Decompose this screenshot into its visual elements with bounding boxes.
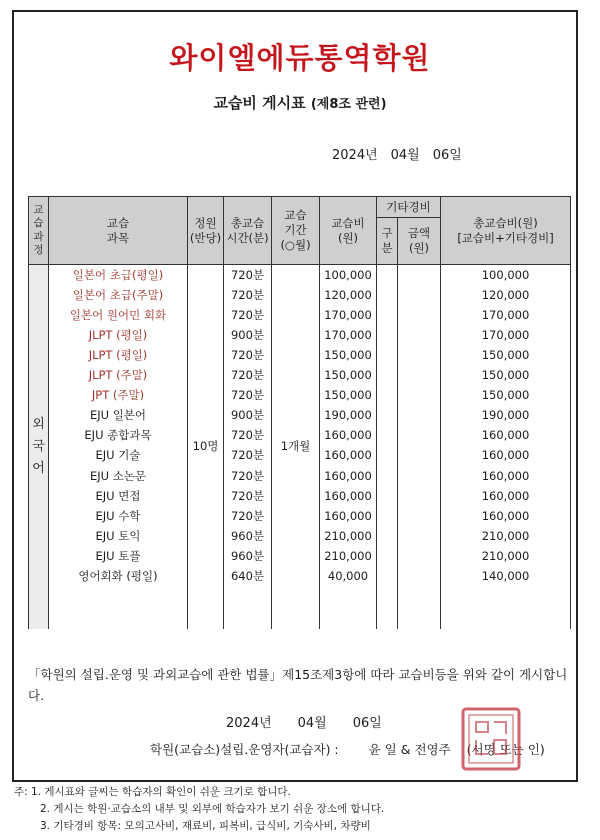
amount-cell bbox=[398, 406, 441, 426]
fee-cell: 170,000 bbox=[320, 325, 377, 345]
category-cell bbox=[377, 325, 398, 345]
total-fee-cell: 150,000 bbox=[441, 365, 571, 385]
amount-cell bbox=[398, 365, 441, 385]
total-fee-cell: 120,000 bbox=[441, 285, 571, 305]
amount-cell bbox=[398, 486, 441, 506]
header-total-fee: 총교습비(원) [교습비+기타경비] bbox=[441, 197, 571, 265]
subject-cell: 일본어 초급(주말) bbox=[49, 285, 188, 305]
fee-cell: 160,000 bbox=[320, 486, 377, 506]
category-cell bbox=[377, 486, 398, 506]
footnote-3: 3. 기타경비 항목: 모의고사비, 재료비, 피복비, 급식비, 기숙사비, 차량비 bbox=[40, 820, 371, 832]
total-fee-cell: 150,000 bbox=[441, 386, 571, 406]
subject-cell: 일본어 초급(평일) bbox=[49, 265, 188, 286]
category-cell bbox=[377, 466, 398, 486]
footnote-1: 주: 1. 게시표와 글씨는 학습자의 확인이 쉬운 크기로 합니다. bbox=[14, 786, 291, 798]
amount-cell bbox=[398, 265, 441, 286]
fee-cell: 210,000 bbox=[320, 526, 377, 546]
empty-hours-cell bbox=[224, 587, 272, 629]
hours-cell: 720분 bbox=[224, 486, 272, 506]
header-amount: 금액 (원) bbox=[398, 218, 441, 265]
total-fee-cell: 170,000 bbox=[441, 325, 571, 345]
amount-cell bbox=[398, 466, 441, 486]
table-row bbox=[29, 265, 571, 286]
fee-cell: 170,000 bbox=[320, 305, 377, 325]
category-cell bbox=[377, 506, 398, 526]
subject-cell: EJU 수학 bbox=[49, 506, 188, 526]
footnote-2: 2. 게시는 학원·교습소의 내부 및 외부에 학습자가 보기 쉬운 장소에 합니다. bbox=[40, 803, 385, 815]
fee-cell: 150,000 bbox=[320, 365, 377, 385]
course-name: 외 국 어 bbox=[29, 265, 49, 629]
hours-cell: 720분 bbox=[224, 265, 272, 286]
total-fee-cell: 160,000 bbox=[441, 466, 571, 486]
total-fee-cell: 210,000 bbox=[441, 546, 571, 566]
empty-subject-cell bbox=[49, 587, 188, 629]
total-fee-cell: 160,000 bbox=[441, 446, 571, 466]
fee-cell: 120,000 bbox=[320, 285, 377, 305]
amount-cell bbox=[398, 546, 441, 566]
posting-date: 2024년 04월 06일 bbox=[332, 148, 462, 163]
total-fee-cell: 100,000 bbox=[441, 265, 571, 286]
period-cell: 1개월 bbox=[272, 265, 320, 629]
total-fee-cell: 190,000 bbox=[441, 406, 571, 426]
hours-cell: 720분 bbox=[224, 365, 272, 385]
operator-name: 윤 일 & 전영주 bbox=[368, 742, 451, 757]
subject-cell: EJU 종합과목 bbox=[49, 426, 188, 446]
footnotes bbox=[14, 784, 584, 835]
category-cell bbox=[377, 406, 398, 426]
category-cell bbox=[377, 305, 398, 325]
total-fee-cell: 160,000 bbox=[441, 506, 571, 526]
amount-cell bbox=[398, 526, 441, 546]
amount-cell bbox=[398, 446, 441, 466]
subject-cell: EJU 기술 bbox=[49, 446, 188, 466]
sign-label: (서명 또는 인) bbox=[466, 742, 545, 757]
category-cell bbox=[377, 265, 398, 286]
page-title bbox=[0, 92, 600, 113]
subject-cell: EJU 토플 bbox=[49, 546, 188, 566]
header-other-costs: 기타경비 bbox=[377, 197, 441, 218]
category-cell bbox=[377, 365, 398, 385]
capacity-cell: 10명 bbox=[188, 265, 224, 629]
empty-category-cell bbox=[377, 587, 398, 629]
subject-cell: JLPT (주말) bbox=[49, 365, 188, 385]
amount-cell bbox=[398, 566, 441, 586]
hours-cell: 720분 bbox=[224, 466, 272, 486]
empty-fee-cell bbox=[320, 587, 377, 629]
title-note: (제8조 관련) bbox=[310, 97, 387, 112]
signature-date: 2024년 04월 06일 bbox=[226, 716, 382, 731]
subject-cell: 일본어 원어민 회화 bbox=[49, 305, 188, 325]
subject-cell: EJU 토익 bbox=[49, 526, 188, 546]
amount-cell bbox=[398, 345, 441, 365]
fee-cell: 100,000 bbox=[320, 265, 377, 286]
hours-cell: 720분 bbox=[224, 506, 272, 526]
hours-cell: 960분 bbox=[224, 526, 272, 546]
fee-cell: 210,000 bbox=[320, 546, 377, 566]
category-cell bbox=[377, 386, 398, 406]
category-cell bbox=[377, 446, 398, 466]
category-cell bbox=[377, 526, 398, 546]
hours-cell: 720분 bbox=[224, 446, 272, 466]
total-fee-cell: 160,000 bbox=[441, 486, 571, 506]
fee-cell: 190,000 bbox=[320, 406, 377, 426]
category-cell bbox=[377, 285, 398, 305]
empty-amount-cell bbox=[398, 587, 441, 629]
amount-cell bbox=[398, 325, 441, 345]
operator-label: 학원(교습소)설립.운영자(교습자) : bbox=[150, 742, 339, 757]
hours-cell: 720분 bbox=[224, 345, 272, 365]
total-fee-cell: 210,000 bbox=[441, 526, 571, 546]
header-course: 교 습 과 정 bbox=[29, 197, 49, 265]
title-text: 교습비 게시표 bbox=[213, 94, 306, 112]
fee-cell: 40,000 bbox=[320, 566, 377, 586]
total-fee-cell: 160,000 bbox=[441, 426, 571, 446]
category-cell bbox=[377, 426, 398, 446]
total-fee-cell: 150,000 bbox=[441, 345, 571, 365]
amount-cell bbox=[398, 506, 441, 526]
category-cell bbox=[377, 566, 398, 586]
academy-name: 와이엘에듀통역학원 bbox=[169, 41, 431, 75]
hours-cell: 640분 bbox=[224, 566, 272, 586]
empty-total-cell bbox=[441, 587, 571, 629]
subject-cell: JLPT (평일) bbox=[49, 325, 188, 345]
total-fee-cell: 170,000 bbox=[441, 305, 571, 325]
header-total-hours: 총교습 시간(분) bbox=[224, 197, 272, 265]
fee-cell: 150,000 bbox=[320, 386, 377, 406]
category-cell bbox=[377, 546, 398, 566]
amount-cell bbox=[398, 305, 441, 325]
hours-cell: 720분 bbox=[224, 305, 272, 325]
hours-cell: 720분 bbox=[224, 386, 272, 406]
fee-cell: 160,000 bbox=[320, 446, 377, 466]
fee-cell: 150,000 bbox=[320, 345, 377, 365]
subject-cell: 영어회화 (평일) bbox=[49, 566, 188, 586]
amount-cell bbox=[398, 426, 441, 446]
subject-cell: JLPT (평일) bbox=[49, 345, 188, 365]
hours-cell: 960분 bbox=[224, 546, 272, 566]
fee-cell: 160,000 bbox=[320, 426, 377, 446]
category-cell bbox=[377, 345, 398, 365]
header-capacity: 정원 (반당) bbox=[188, 197, 224, 265]
legal-notice: 「학원의 설립.운영 및 과외교습에 관한 법률」제15조제3항에 따라 교습비등을 위와 같이 게시합니다. bbox=[28, 667, 568, 703]
fee-cell: 160,000 bbox=[320, 506, 377, 526]
header-category: 구 분 bbox=[377, 218, 398, 265]
hours-cell: 720분 bbox=[224, 285, 272, 305]
subject-cell: EJU 소논문 bbox=[49, 466, 188, 486]
header-period: 교습 기간 (○월) bbox=[272, 197, 320, 265]
amount-cell bbox=[398, 386, 441, 406]
fee-cell: 160,000 bbox=[320, 466, 377, 486]
subject-cell: JPT (주말) bbox=[49, 386, 188, 406]
hours-cell: 720분 bbox=[224, 426, 272, 446]
header-fee: 교습비 (원) bbox=[320, 197, 377, 265]
subject-cell: EJU 면접 bbox=[49, 486, 188, 506]
hours-cell: 900분 bbox=[224, 325, 272, 345]
subject-cell: EJU 일본어 bbox=[49, 406, 188, 426]
total-fee-cell: 140,000 bbox=[441, 566, 571, 586]
official-seal bbox=[460, 706, 522, 772]
tuition-table bbox=[28, 196, 571, 629]
amount-cell bbox=[398, 285, 441, 305]
header-subject: 교습 과목 bbox=[49, 197, 188, 265]
hours-cell: 900분 bbox=[224, 406, 272, 426]
